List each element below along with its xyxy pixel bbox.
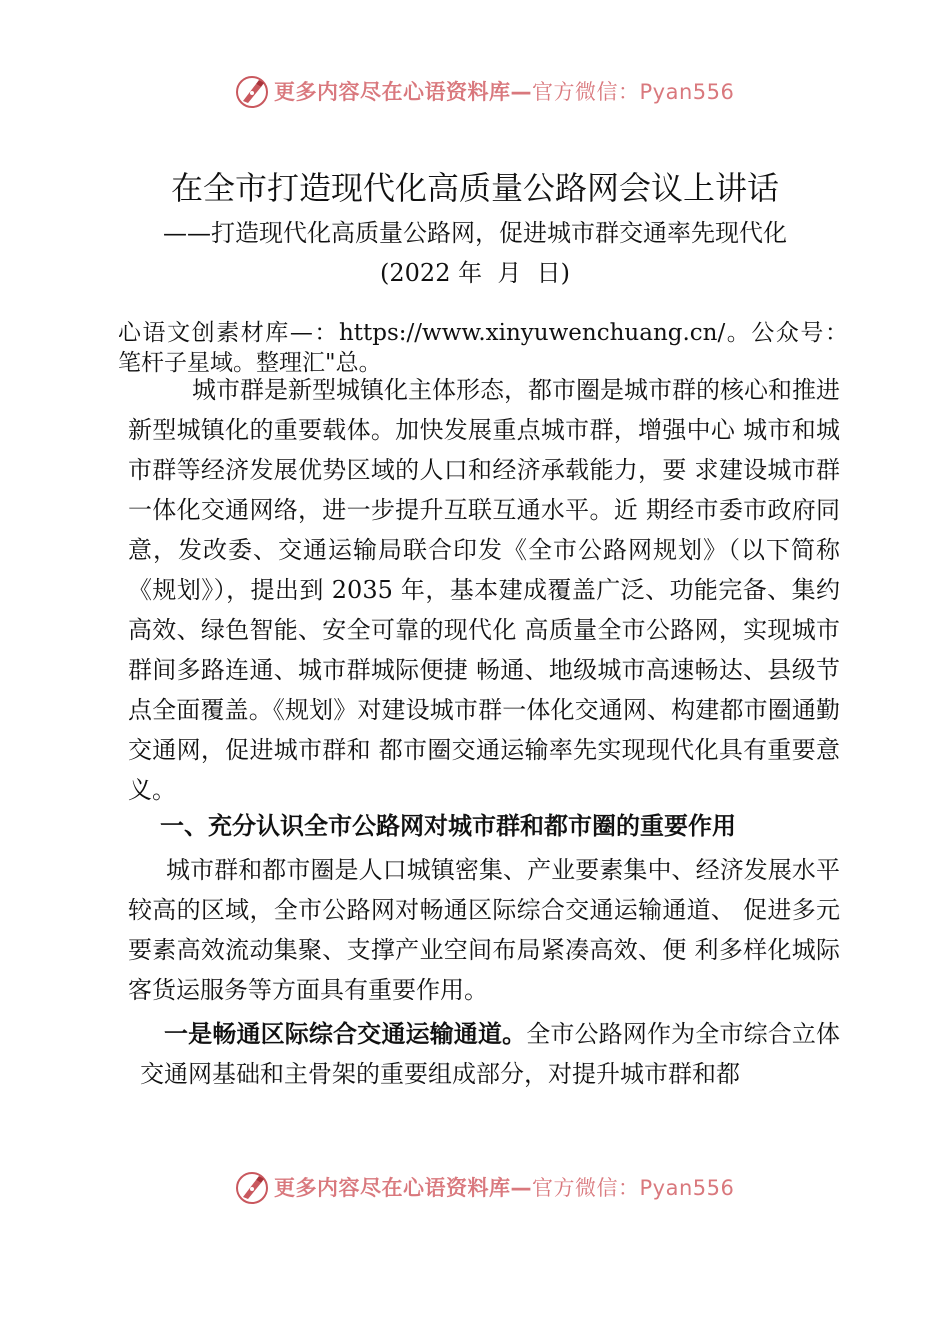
watermark-text-cn: 更多内容尽在心语资料库— xyxy=(274,1176,532,1200)
paragraph-point-1 xyxy=(140,1014,840,1094)
watermark-wechat: 官方微信：Pyan556 xyxy=(532,1176,735,1200)
document-date: (2022 年 月 日) xyxy=(380,259,570,287)
watermark-wechat: 官方微信：Pyan556 xyxy=(532,80,735,104)
pen-nib-logo-icon xyxy=(234,1170,270,1206)
watermark-text xyxy=(274,78,734,106)
section-heading-1: 一、充分认识全市公路网对城市群和都市圈的重要作用 xyxy=(160,812,736,840)
document-subtitle: ——打造现代化高质量公路网，促进城市群交通率先现代化 xyxy=(163,219,787,247)
footer-watermark-banner xyxy=(0,1168,950,1208)
header-watermark-banner xyxy=(0,72,950,112)
point-1-lead: 一是畅通区际综合交通运输通道。 xyxy=(164,1020,527,1048)
watermark-text xyxy=(274,1174,734,1202)
paragraph-intro: 城市群是新型城镇化主体形态，都市圈是城市群的核心和推进新型城镇化的重要载体。加快发展重点城市群，增强中心 城市和城市群等经济发展优势区域的人口和经济承载能力，要 求建设城市群一体化交通网络，进一步提升互联互通水平。近 期经市委市政府同意，发改委、交通运输局联合印发《全市公路网规划》（以下简称《规划》），提出到 2035 年，基本建成覆盖广泛、功能完备、集约高效、绿色智能、安全可靠的现代化 高质量全市公路网，实现城市群间多路连通、城市群城际便捷 畅通、地级城市高速畅达、县级节点全面覆盖。《规划》对建设城市群一体化交通网、构建都市圈通勤交通网，促进城市群和 都市圈交通运输率先实现现代化具有重要意义。 xyxy=(128,376,840,804)
point-1-body: 全市公路网作为全市综合立体交通网基础和主骨架的重要组成部分，对提升城市群和都 xyxy=(140,1020,841,1088)
watermark-text-cn: 更多内容尽在心语资料库— xyxy=(274,80,532,104)
document-title: 在全市打造现代化高质量公路网会议上讲话 xyxy=(170,169,779,207)
source-note: 心语文创素材库—：https://www.xinyuwenchuang.cn/。公众号：笔杆子星域。整理汇"总。 xyxy=(118,320,848,376)
paragraph-section-1: 城市群和都市圈是人口城镇密集、产业要素集中、经济发展水平较高的区域，全市公路网对畅通区际综合交通运输通道、 促进多元要素高效流动集聚、支撑产业空间布局紧凑高效、便 利多样化城际客货运服务等方面具有重要作用。 xyxy=(128,856,840,1004)
pen-nib-logo-icon xyxy=(234,74,270,110)
